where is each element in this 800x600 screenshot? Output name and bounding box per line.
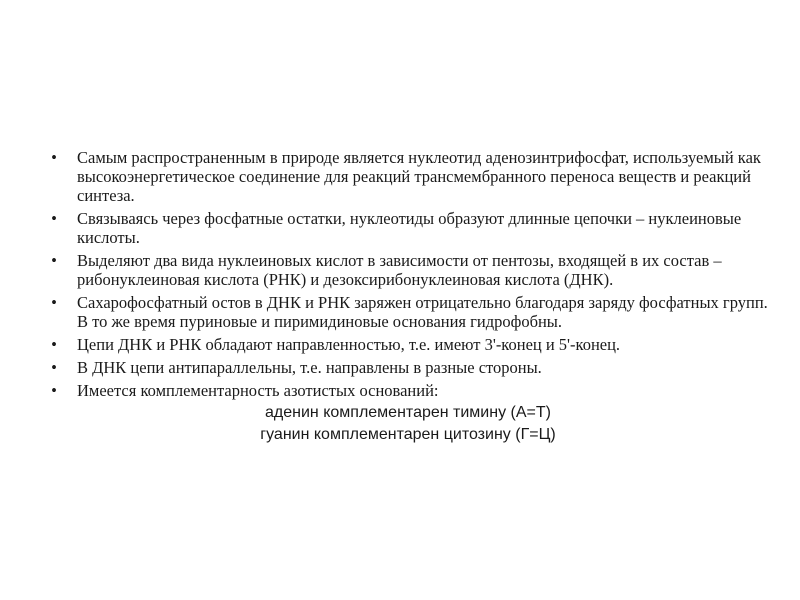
bullet-text: Сахарофосфатный остов в ДНК и РНК заряжен отрицательно благодаря заряду фосфатных групп. В то же время пуриновые и пиримидиновые основания гидрофобны. bbox=[77, 293, 768, 331]
bullet-item bbox=[48, 358, 768, 377]
bullet-dot: • bbox=[51, 335, 57, 354]
bullet-text: Самым распространенным в природе является нуклеотид аденозинтрифосфат, используемый как высокоэнергетическое соединение для реакций трансмембранного переноса веществ и реакций синтеза. bbox=[77, 148, 761, 205]
bullet-text: Выделяют два вида нуклеиновых кислот в зависимости от пентозы, входящей в их состав – рибонуклеиновая кислота (РНК) и дезоксирибонуклеиновая кислота (ДНК). bbox=[77, 251, 722, 289]
pair-guanine-cytosine: гуанин комплементарен цитозину (Г=Ц) bbox=[260, 426, 556, 443]
bullet-item bbox=[48, 251, 768, 289]
bullet-dot: • bbox=[51, 148, 57, 167]
bullet-text: Имеется комплементарность азотистых оснований: bbox=[77, 381, 439, 400]
bullet-text: Связываясь через фосфатные остатки, нуклеотиды образуют длинные цепочки – нуклеиновые кислоты. bbox=[77, 209, 742, 247]
bullet-dot: • bbox=[51, 358, 57, 377]
bullet-dot: • bbox=[51, 293, 57, 312]
bullet-text: Цепи ДНК и РНК обладают направленностью, т.е. имеют 3'-конец и 5'-конец. bbox=[77, 335, 621, 354]
bullet-list bbox=[48, 148, 768, 400]
bullet-item bbox=[48, 148, 768, 205]
bullet-item bbox=[48, 209, 768, 247]
pair-adenine-thymine: аденин комплементарен тимину (А=Т) bbox=[265, 404, 551, 421]
bullet-item bbox=[48, 293, 768, 331]
bullet-dot: • bbox=[51, 209, 57, 228]
bullet-item bbox=[48, 335, 768, 354]
bullet-text: В ДНК цепи антипараллельны, т.е. направлены в разные стороны. bbox=[77, 358, 542, 377]
bullet-dot: • bbox=[51, 381, 57, 400]
complementarity-pairs bbox=[48, 402, 768, 446]
bullet-dot: • bbox=[51, 251, 57, 270]
bullet-item bbox=[48, 381, 768, 400]
slide-content bbox=[48, 148, 768, 446]
